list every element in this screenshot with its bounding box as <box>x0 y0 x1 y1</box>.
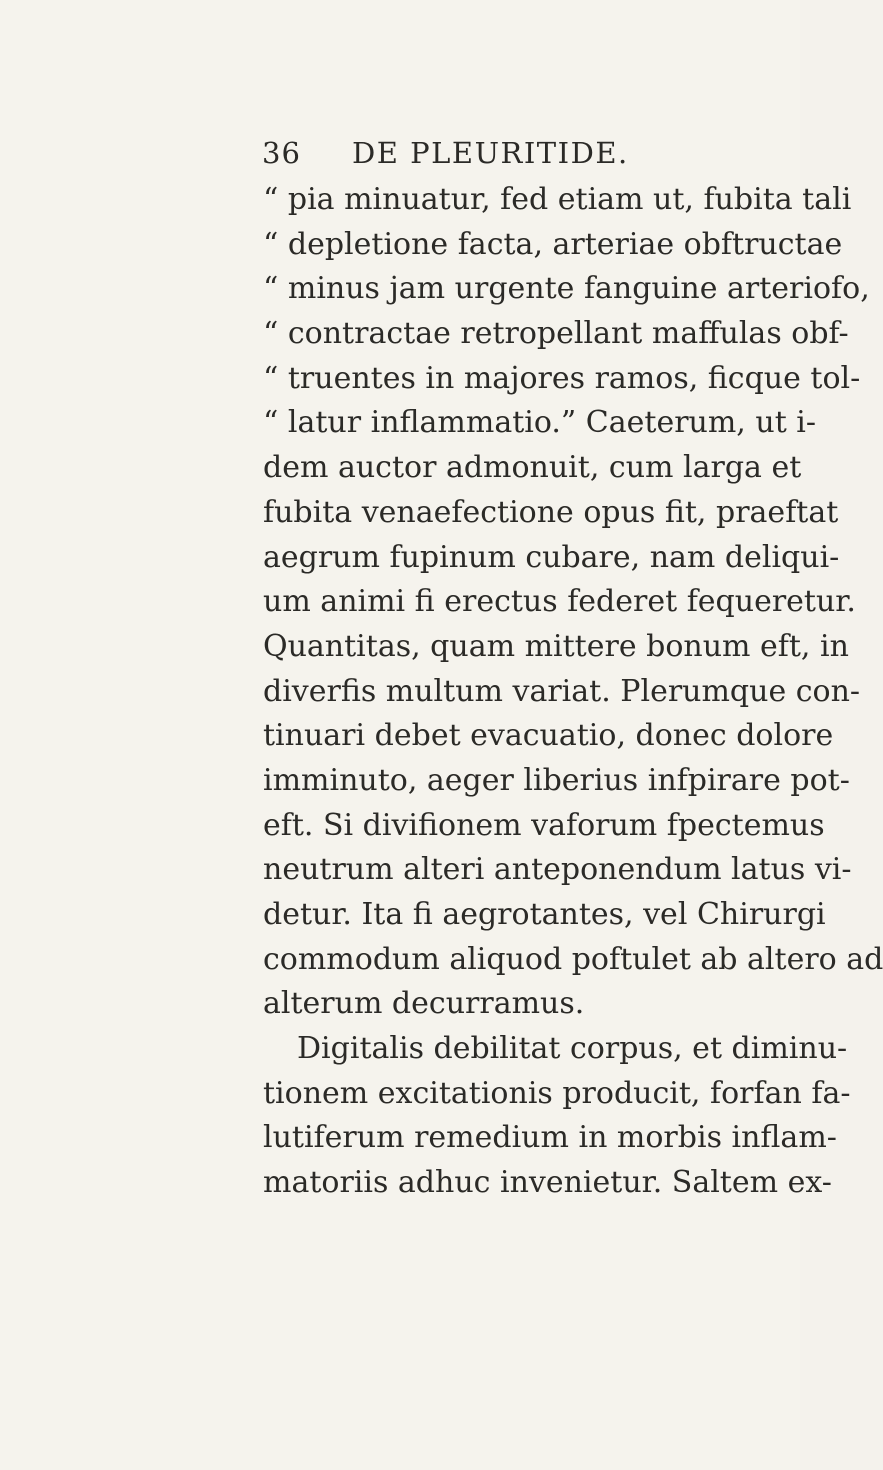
text-line: “ latur inflammatio.” Caeterum, ut i- <box>263 405 817 441</box>
page-number: 36 <box>262 136 301 170</box>
text-line: commodum aliquod poftulet ab altero ad <box>263 941 883 977</box>
text-line: um animi fi erectus federet fequeretur. <box>263 584 856 620</box>
text-line: fubita venaefectione opus fit, praeftat <box>263 494 839 530</box>
text-line: eft. Si divifionem vaforum fpectemus <box>263 807 825 843</box>
body-text <box>263 178 883 1206</box>
text-line: diverfis multum variat. Plerumque con- <box>263 673 861 709</box>
text-line: “ depletione facta, arteriae obftructae <box>263 226 843 262</box>
text-line: Digitalis debilitat corpus, et diminu- <box>297 1031 848 1067</box>
text-line: neutrum alteri anteponendum latus vi- <box>263 852 852 888</box>
text-line: “ pia minuatur, fed etiam ut, fubita tali <box>263 182 852 217</box>
text-line: “ contractae retropellant maffulas obf- <box>263 316 849 352</box>
text-line: “ truentes in majores ramos, ficque tol- <box>263 360 861 396</box>
text-line: lutiferum remedium in morbis inflam- <box>263 1120 837 1156</box>
running-title: DE PLEURITIDE. <box>352 136 629 170</box>
text-line: alterum decurramus. <box>263 986 585 1022</box>
text-line: “ minus jam urgente fanguine arteriofo, <box>263 271 870 307</box>
text-line: detur. Ita fi aegrotantes, vel Chirurgi <box>263 897 826 932</box>
text-line: tionem excitationis producit, forfan fa- <box>263 1075 851 1111</box>
text-line: tinuari debet evacuatio, donec dolore <box>263 718 834 754</box>
text-line: aegrum fupinum cubare, nam deliqui- <box>263 539 840 575</box>
text-line: matoriis adhuc invenietur. Saltem ex- <box>263 1165 832 1201</box>
text-line: dem auctor admonuit, cum larga et <box>263 450 802 486</box>
text-line: imminuto, aeger liberius infpirare pot- <box>263 762 850 798</box>
page-header <box>262 136 712 176</box>
text-line: Quantitas, quam mittere bonum eft, in <box>263 628 849 664</box>
